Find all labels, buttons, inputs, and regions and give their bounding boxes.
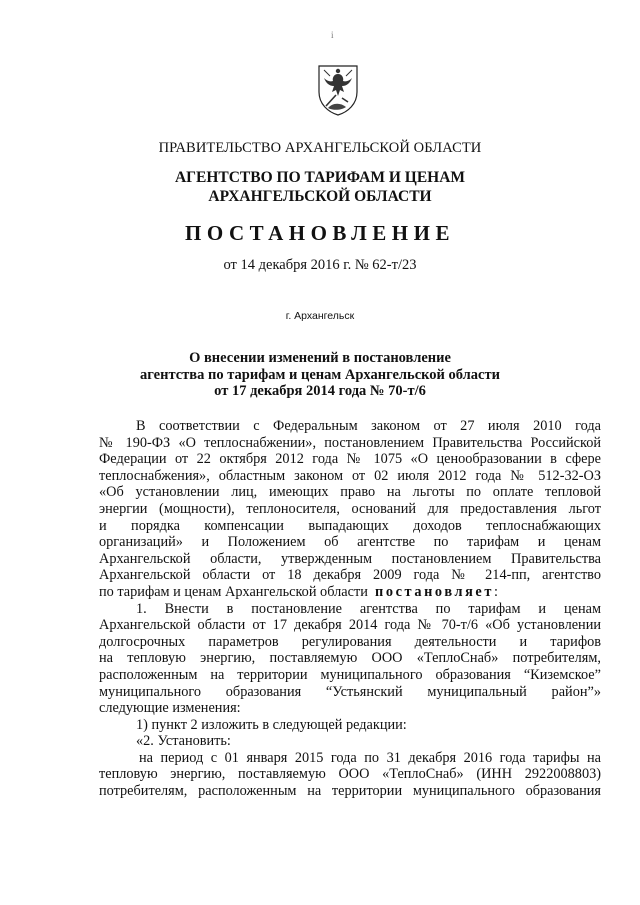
body-line: № 190-ФЗ «О теплоснабжении», постановлением Правительства Российской bbox=[99, 434, 601, 451]
coat-of-arms-emblem bbox=[316, 62, 360, 116]
tail-line: потребителям, расположенным на территории муниципального образования bbox=[99, 783, 601, 800]
agency-name bbox=[0, 168, 640, 206]
title-line3: от 17 декабря 2014 года № 70-т/6 bbox=[214, 383, 426, 399]
document-title bbox=[0, 350, 640, 400]
body-line: организаций» и Положением об агентстве по тарифам и ценам bbox=[99, 534, 601, 551]
subitem-line: «2. Установить: bbox=[136, 733, 231, 750]
government-name: ПРАВИТЕЛЬСТВО АРХАНГЕЛЬСКОЙ ОБЛАСТИ bbox=[158, 140, 482, 156]
tail-line: тепловую энергию, поставляемую ООО «ТеплоСнаб» (ИНН 2922008803) bbox=[99, 766, 601, 783]
tail-line: на период с 01 января 2015 года по 31 декабря 2016 года тарифы на bbox=[139, 749, 601, 766]
document-date-number: от 14 декабря 2016 г. № 62-т/23 bbox=[223, 257, 417, 273]
resolution-keyword: постановляет bbox=[375, 583, 494, 600]
document-body bbox=[99, 418, 601, 800]
resolution-prefix: по тарифам и ценам Архангельской области bbox=[99, 583, 368, 600]
body-line: «Об установлении лиц, имеющих право на льготы по оплате тепловой bbox=[99, 484, 601, 501]
resolution-line bbox=[99, 584, 601, 601]
item1-line: долгосрочных параметров регулирования деятельности и тарифов bbox=[99, 633, 601, 650]
body-line: Архангельской области, утвержденным постановлением Правительства bbox=[99, 550, 601, 567]
title-line2: агентства по тарифам и ценам Архангельской области bbox=[140, 366, 500, 383]
document-type: ПОСТАНОВЛЕНИЕ bbox=[185, 221, 455, 245]
body-line: энергии (мощности), теплоносителя, оснований для предоставления льгот bbox=[99, 500, 601, 517]
body-line: теплоснабжения», областным законом от 02 июля 2012 года № 512-32-ОЗ bbox=[99, 467, 601, 484]
item1-line: следующие изменения: bbox=[99, 700, 241, 717]
item1-line: 1. Внести в постановление агентства по тарифам и ценам bbox=[136, 600, 601, 617]
agency-name-line2: АРХАНГЕЛЬСКОЙ ОБЛАСТИ bbox=[208, 188, 432, 205]
body-line: В соответствии с Федеральным законом от 27 июля 2010 года bbox=[136, 418, 601, 434]
title-line1: О внесении изменений в постановление bbox=[189, 350, 451, 366]
body-line: и порядка компенсации выпадающих доходов теплоснабжающих bbox=[99, 517, 601, 534]
item1-line: Архангельской области от 17 декабря 2014 года № 70-т/6 «Об установлении bbox=[99, 617, 601, 634]
item1-line: муниципального образования “Устьянский муниципальный район”» bbox=[99, 683, 601, 700]
item1-line: на тепловую энергию, поставляемую ООО «ТеплоСнаб» потребителям, bbox=[99, 650, 601, 667]
body-line: Федерации от 22 октября 2012 года № 1075 «О ценообразовании в сфере bbox=[99, 451, 601, 468]
resolution-suffix: : bbox=[493, 583, 498, 600]
top-mark: i bbox=[331, 30, 334, 40]
body-line: Архангельской области от 18 декабря 2009 года № 214-пп, агентство bbox=[99, 567, 601, 584]
item1-line: расположенным на территории муниципального образования “Киземское” bbox=[99, 666, 601, 683]
subitem-line: 1) пункт 2 изложить в следующей редакции: bbox=[136, 716, 407, 733]
city: г. Архангельск bbox=[285, 310, 355, 322]
agency-name-line1: АГЕНТСТВО ПО ТАРИФАМ И ЦЕНАМ bbox=[174, 169, 466, 186]
